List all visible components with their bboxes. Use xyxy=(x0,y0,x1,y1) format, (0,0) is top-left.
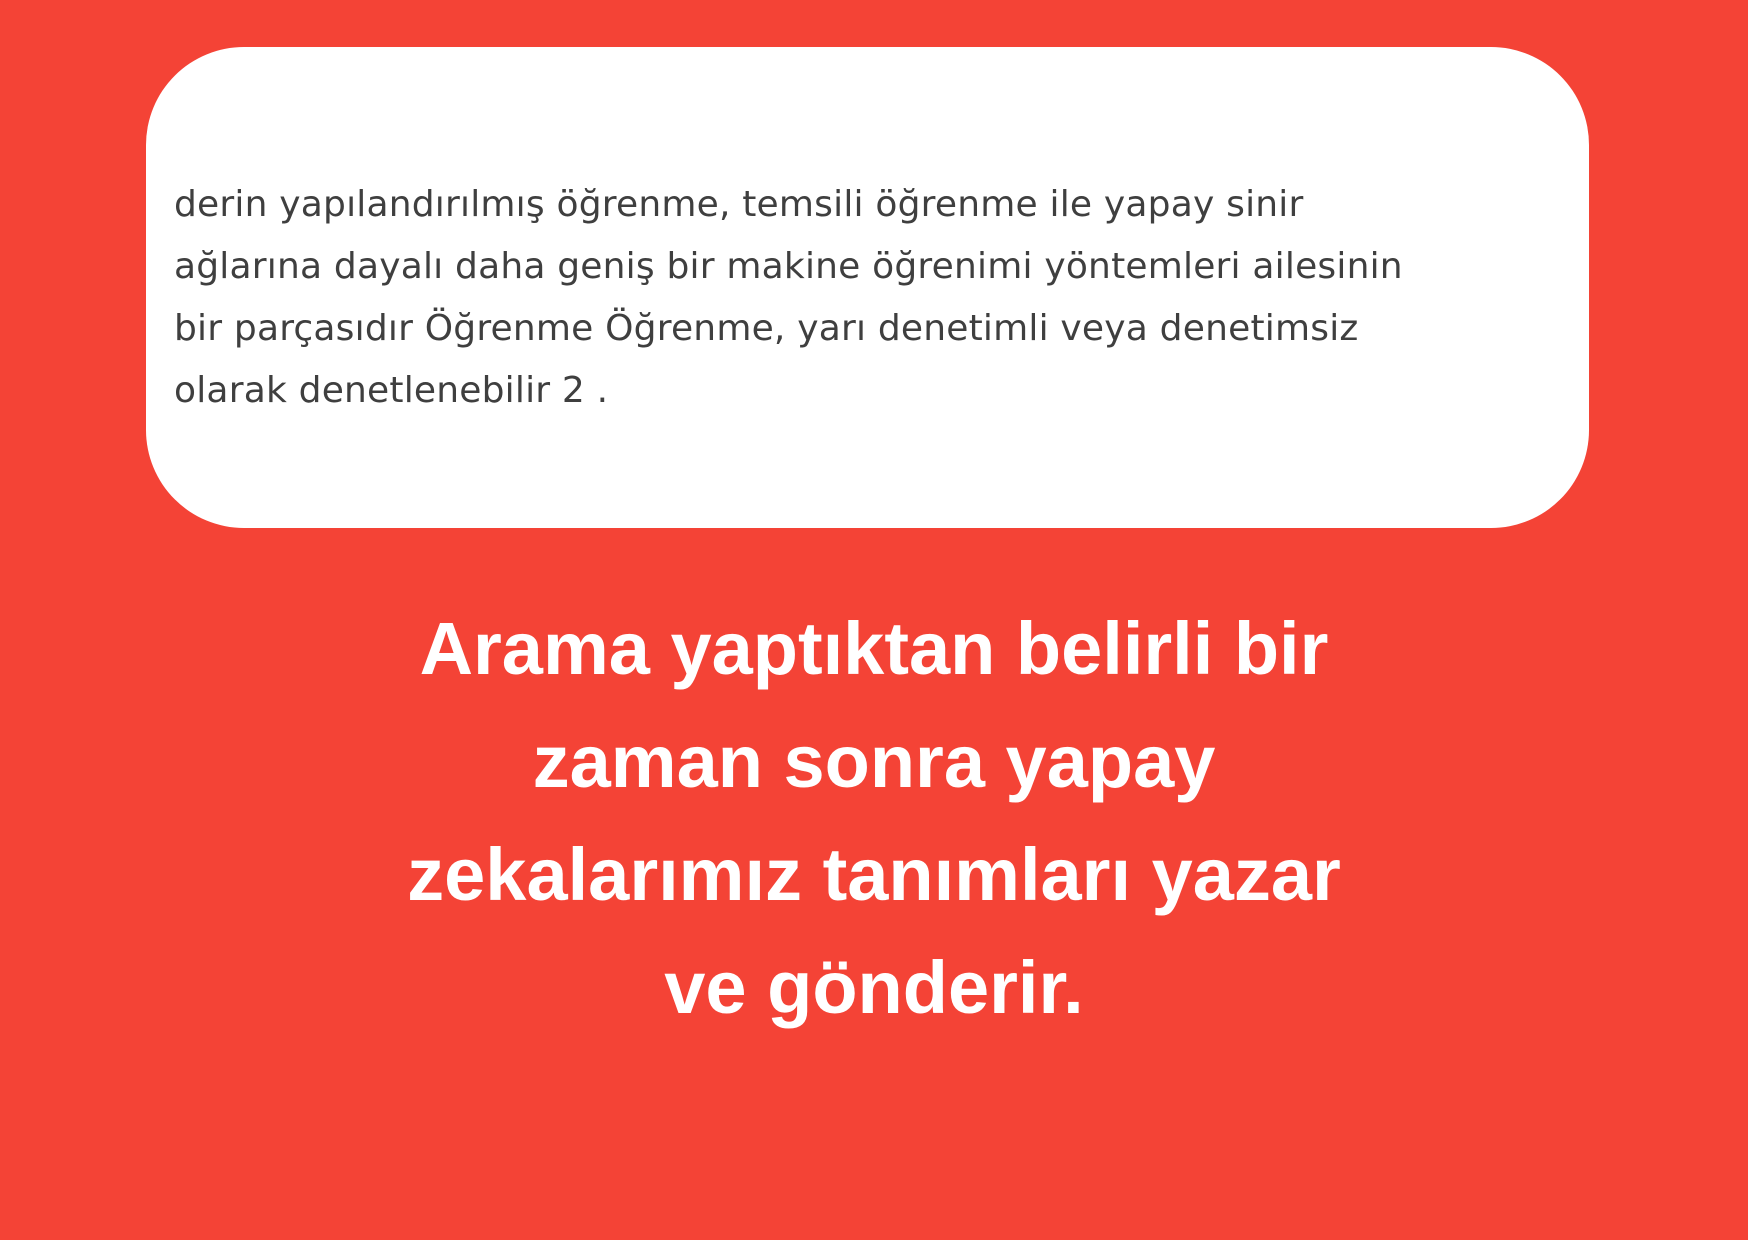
definition-line: derin yapılandırılmış öğrenme, temsili öğrenme ile yapay sinir xyxy=(174,184,1304,225)
definition-line: olarak denetlenebilir 2 . xyxy=(174,370,609,411)
definition-line: ağlarına dayalı daha geniş bir makine öğrenimi yöntemleri ailesinin xyxy=(174,246,1403,287)
headline xyxy=(0,592,1748,1044)
headline-line: zaman sonra yapay xyxy=(532,720,1216,803)
headline-line: Arama yaptıktan belirli bir xyxy=(419,607,1329,690)
headline-line: ve gönderir. xyxy=(664,946,1084,1029)
definition-line: bir parçasıdır Öğrenme Öğrenme, yarı denetimli veya denetimsiz xyxy=(174,308,1359,349)
headline-line: zekalarımız tanımları yazar xyxy=(407,833,1341,916)
definition-text xyxy=(174,174,1529,422)
definition-card xyxy=(146,47,1589,528)
